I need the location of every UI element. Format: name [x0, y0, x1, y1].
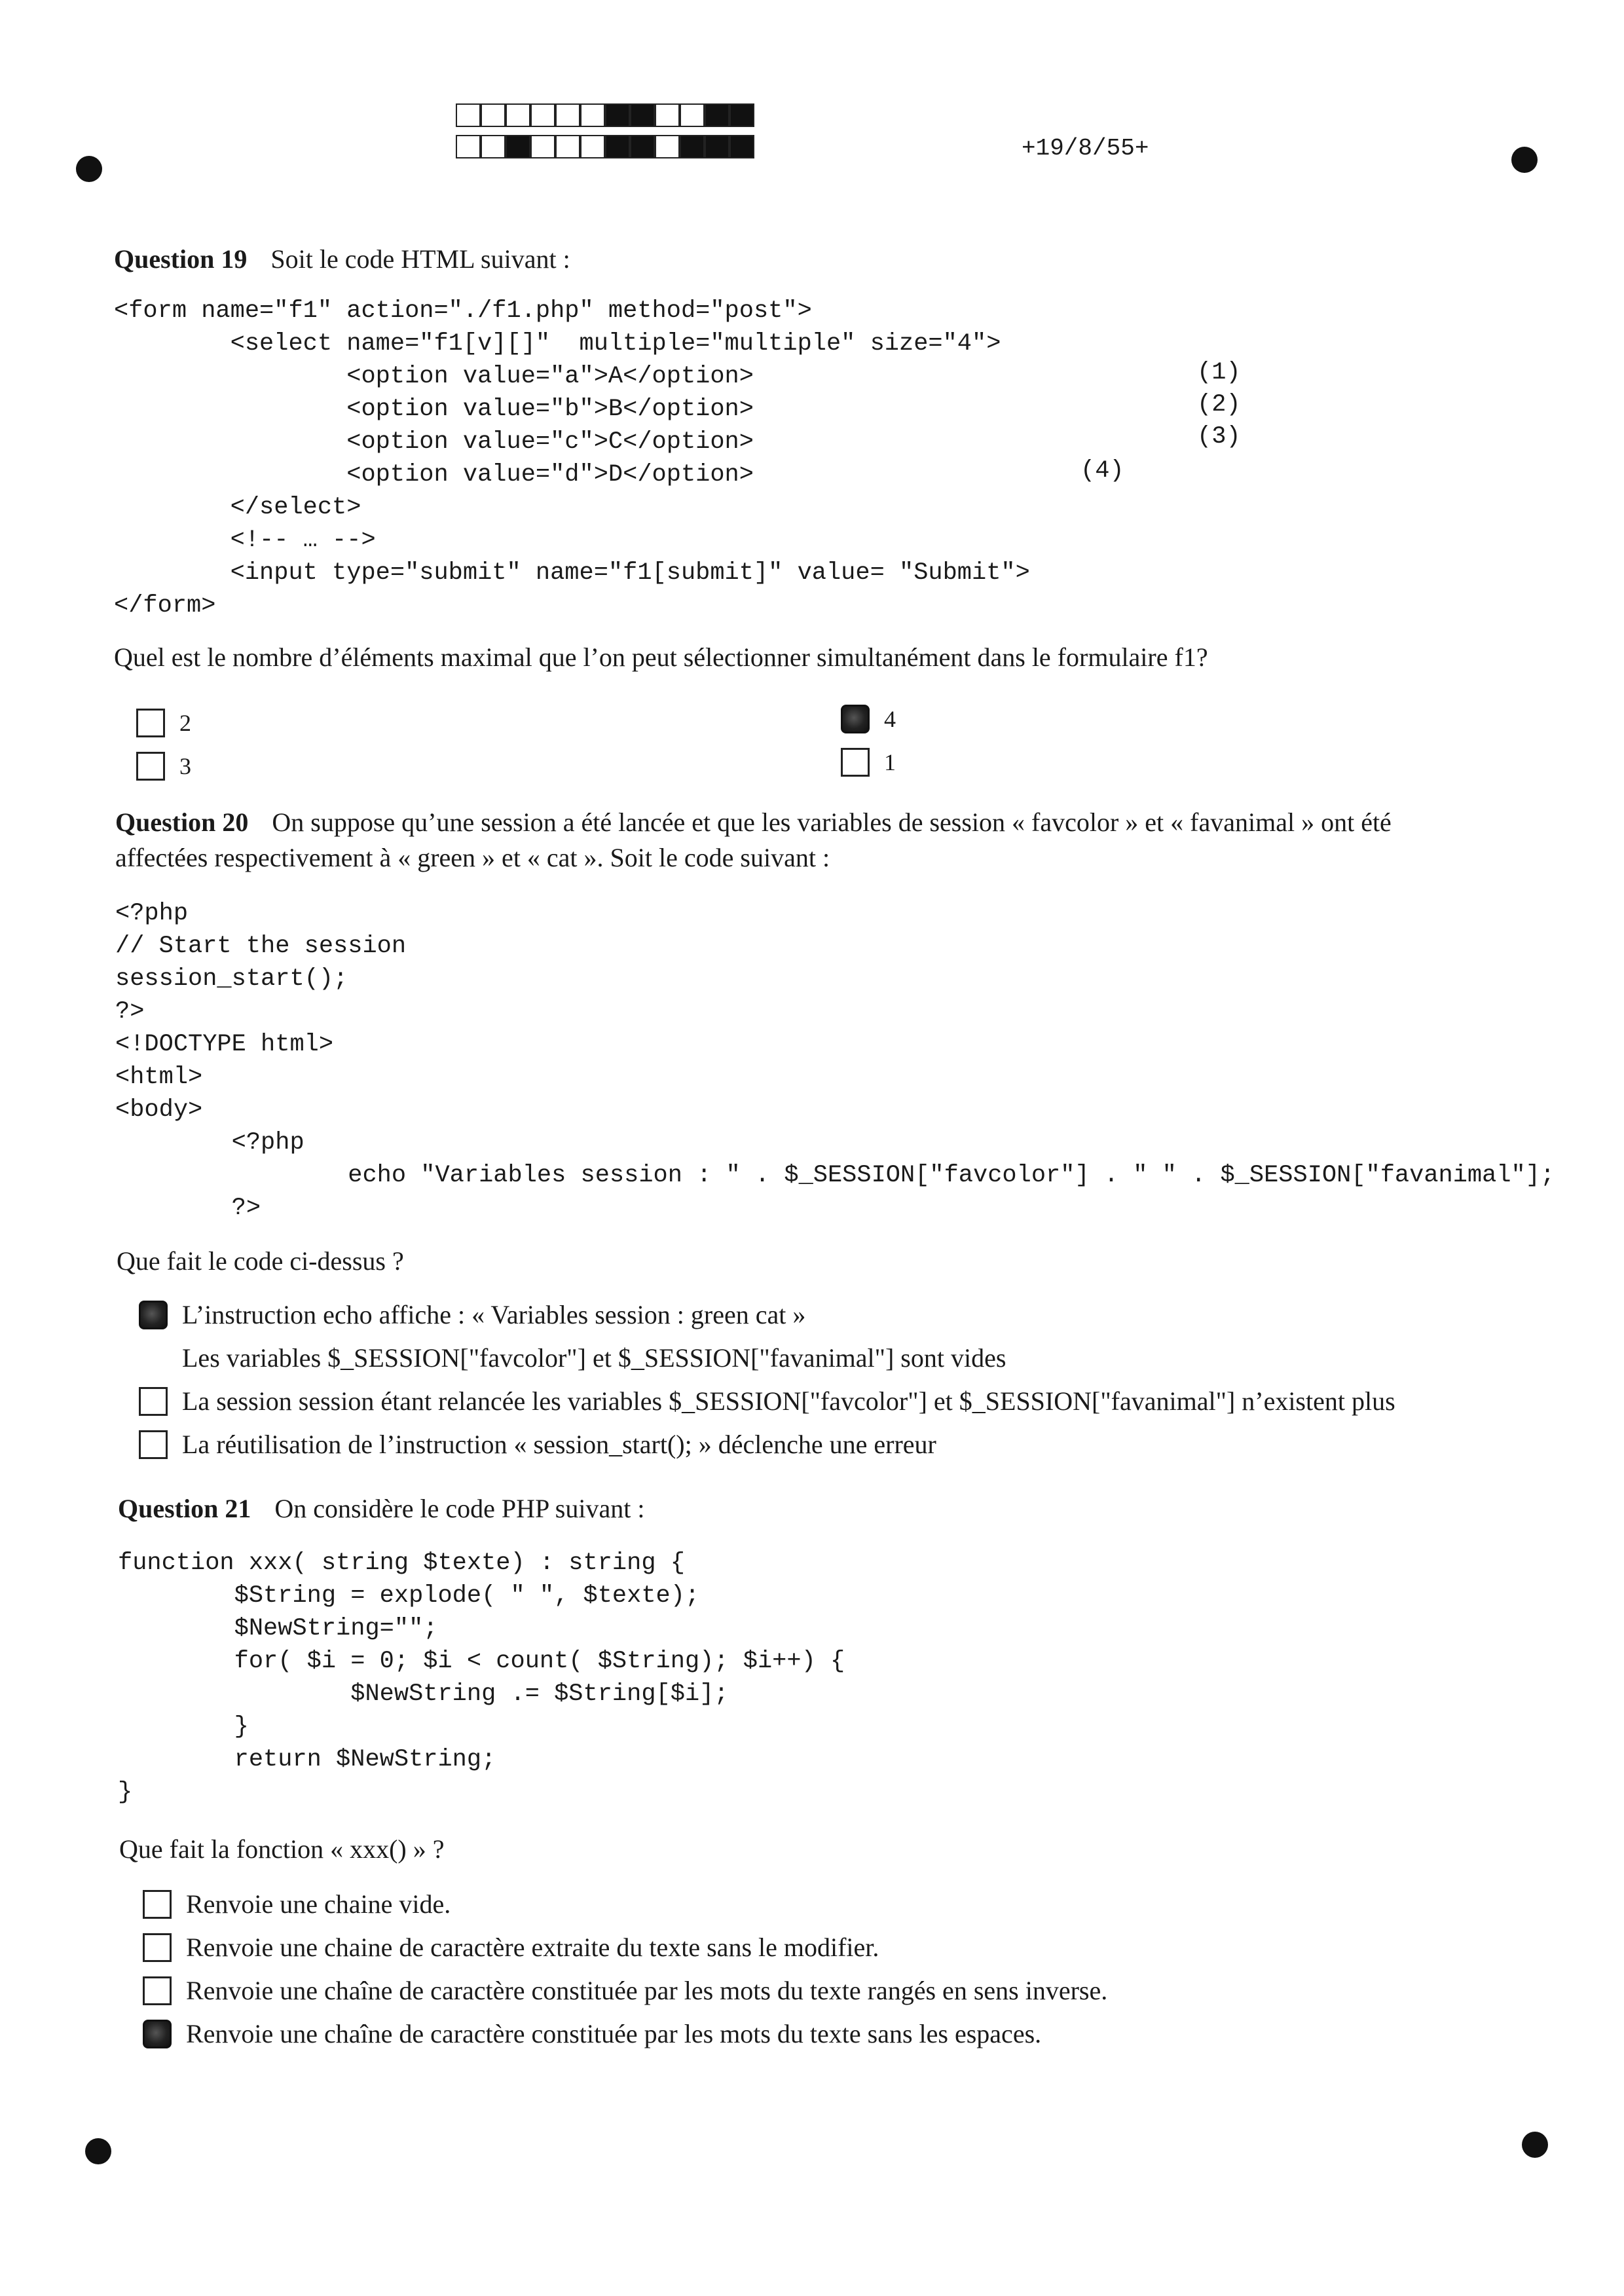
q19-question: Quel est le nombre d’éléments maximal que l’on peut sélectionner simultanément dans le formulaire f1?	[114, 642, 1208, 672]
q19-option-3[interactable]	[841, 705, 896, 733]
q21-header	[118, 1493, 644, 1524]
q19-option-4[interactable]	[841, 748, 896, 777]
q21-option-4[interactable]	[143, 2018, 1041, 2049]
q19-mark-3: (3)	[1197, 423, 1241, 451]
q20-label: Question 20	[115, 807, 249, 837]
q21-code: function xxx( string $texte) : string { $String = explode( " ", $texte); $NewString=""; for( $i = 0; $i < count( $String); $i++) { $NewString .= $String[$i]; } return $NewString; }	[118, 1549, 845, 1806]
barcode-row-1	[456, 103, 754, 127]
q21-option-2[interactable]	[143, 1932, 879, 1963]
registration-dot-bottom-right	[1522, 2132, 1548, 2158]
q19-option-3-checkbox[interactable]	[841, 705, 870, 733]
q21-label: Question 21	[118, 1494, 251, 1523]
q19-option-2-checkbox[interactable]	[136, 752, 165, 781]
q19-option-2-label: 3	[179, 753, 191, 779]
q20-option-4[interactable]	[139, 1429, 936, 1460]
q19-header	[114, 244, 570, 274]
q20-header	[115, 807, 1392, 838]
q19-option-3-label: 4	[884, 706, 896, 732]
q19-option-1[interactable]	[136, 709, 191, 737]
q20-text-line1: On suppose qu’une session a été lancée et que les variables de session « favcolor » et « favanimal » ont été	[272, 807, 1392, 837]
q20-option-2-checkbox[interactable]	[139, 1344, 168, 1373]
q19-option-1-label: 2	[179, 710, 191, 736]
q21-option-1[interactable]	[143, 1889, 451, 1919]
q21-option-1-checkbox[interactable]	[143, 1890, 172, 1919]
q20-option-4-label: La réutilisation de l’instruction « session_start(); » déclenche une erreur	[182, 1430, 936, 1459]
q21-option-1-label: Renvoie une chaine vide.	[186, 1889, 451, 1919]
q21-option-3[interactable]	[143, 1975, 1107, 2006]
q20-option-3-label: La session session étant relancée les variables $_SESSION["favcolor"] et $_SESSION["favanimal"] n’existent plus	[182, 1386, 1395, 1416]
page-code: +19/8/55+	[1022, 135, 1149, 162]
q21-option-3-checkbox[interactable]	[143, 1976, 172, 2005]
barcode-row-2	[456, 135, 754, 158]
registration-dot-top-right	[1511, 147, 1538, 173]
q20-option-2-label: Les variables $_SESSION["favcolor"] et $_SESSION["favanimal"] sont vides	[182, 1343, 1006, 1373]
q20-option-1[interactable]	[139, 1299, 805, 1330]
q21-text: On considère le code PHP suivant :	[274, 1494, 645, 1523]
q21-option-2-checkbox[interactable]	[143, 1933, 172, 1962]
q19-option-4-checkbox[interactable]	[841, 748, 870, 777]
q21-option-3-label: Renvoie une chaîne de caractère constituée par les mots du texte rangés en sens inverse.	[186, 1976, 1108, 2005]
q21-question: Que fait la fonction « xxx() » ?	[119, 1834, 445, 1864]
q20-option-3[interactable]	[139, 1386, 1395, 1416]
q20-option-1-checkbox[interactable]	[139, 1301, 168, 1329]
q19-option-2[interactable]	[136, 752, 191, 781]
q19-mark-1: (1)	[1197, 359, 1241, 386]
q20-option-4-checkbox[interactable]	[139, 1430, 168, 1459]
q19-option-1-checkbox[interactable]	[136, 709, 165, 737]
q20-option-2[interactable]	[139, 1342, 1006, 1373]
q19-text: Soit le code HTML suivant :	[270, 244, 570, 274]
registration-dot-bottom-left	[85, 2138, 111, 2164]
q20-question: Que fait le code ci-dessus ?	[117, 1246, 404, 1276]
q19-label: Question 19	[114, 244, 248, 274]
q20-option-1-label: L’instruction echo affiche : « Variables session : green cat »	[182, 1300, 806, 1329]
q19-code: <form name="f1" action="./f1.php" method="post"> <select name="f1[v][]" multiple="multiple" size="4"> <option value="a">A</option> <option value="b">B</option> <option value="c">C</option> <option value="d">D</option> </select> <!-- … --> <input type="submit" name="f1[submit]" value= "Submit"> </form>	[114, 297, 1030, 620]
registration-dot-top-left	[76, 156, 102, 182]
q19-option-4-label: 1	[884, 749, 896, 775]
q20-text-line2: affectées respectivement à « green » et « cat ». Soit le code suivant :	[115, 843, 830, 872]
q20-option-3-checkbox[interactable]	[139, 1387, 168, 1416]
q19-mark-2: (2)	[1197, 391, 1241, 418]
q21-option-4-checkbox[interactable]	[143, 2020, 172, 2048]
q19-mark-4: (4)	[1080, 457, 1124, 485]
q21-option-4-label: Renvoie une chaîne de caractère constituée par les mots du texte sans les espaces.	[186, 2019, 1042, 2048]
q20-code: <?php // Start the session session_start(); ?> <!DOCTYPE html> <html> <body> <?php echo "Variables session : " . $_SESSION["favcolor"] . " " . $_SESSION["favanimal"]; ?>	[115, 900, 1555, 1222]
q21-option-2-label: Renvoie une chaine de caractère extraite du texte sans le modifier.	[186, 1933, 879, 1962]
